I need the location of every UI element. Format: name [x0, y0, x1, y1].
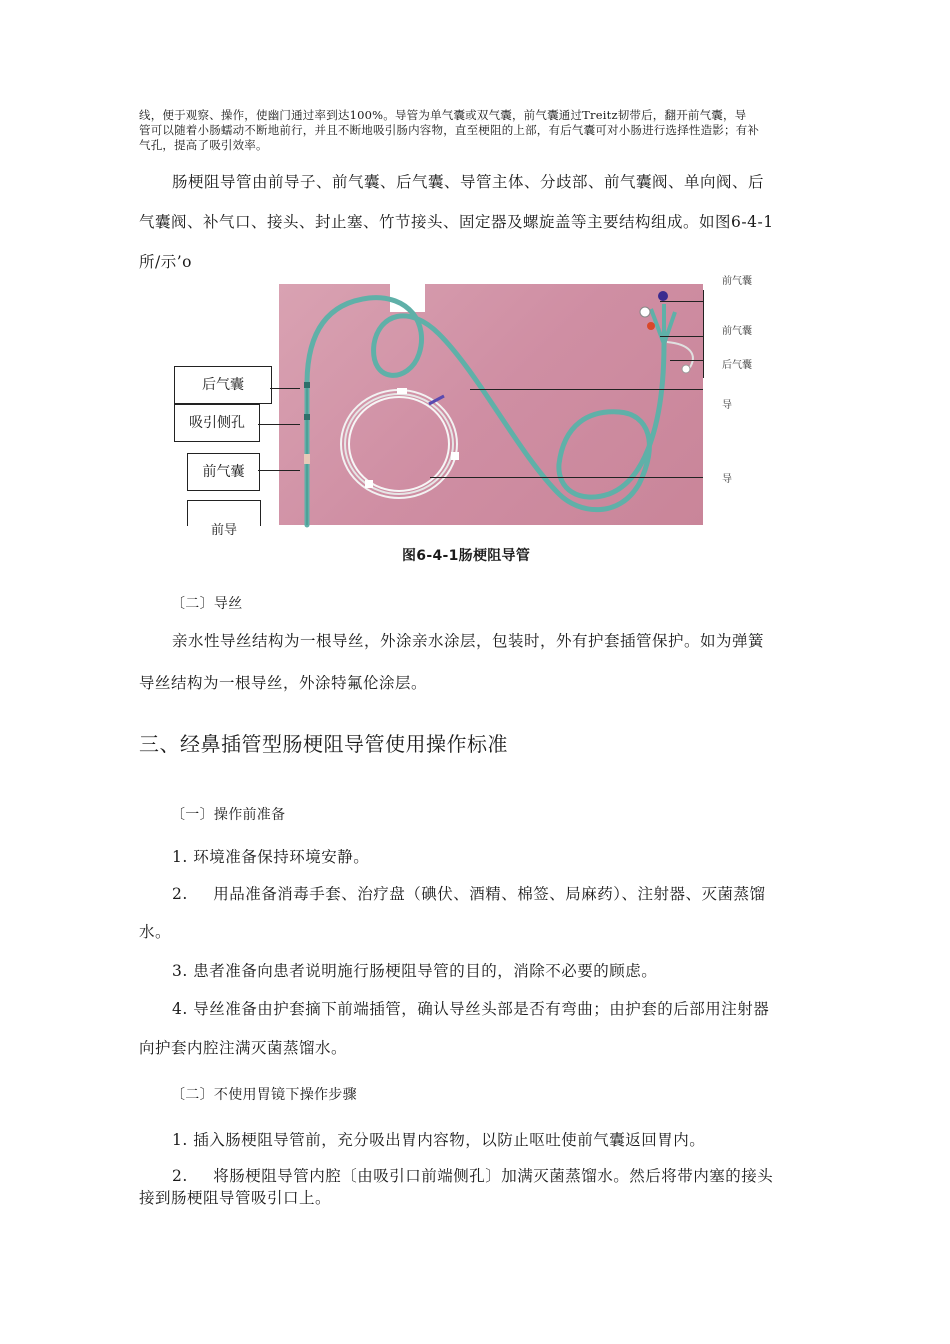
chapter-heading: 三、经鼻插管型肠梗阻导管使用操作标准: [139, 732, 508, 756]
item-text: 导丝准备由护套摘下前端插管，确认导丝头部是否有弯曲；由护套的后部用注射器: [193, 1000, 770, 1018]
figure-label-front-guide: [187, 500, 261, 538]
list-item: [172, 882, 766, 904]
leader-line: [258, 470, 300, 471]
leader-line: [670, 360, 703, 361]
list-item: [172, 997, 769, 1019]
text-line: 亲水性导丝结构为一根导丝，外涂亲水涂层，包装时，外有护套插管保护。如为弹簧: [172, 632, 765, 650]
item-number: 2.: [172, 885, 188, 903]
item-number: 4.: [172, 1000, 188, 1018]
item-continuation: 向护套内腔注满灭菌蒸馏水。: [139, 1039, 348, 1057]
text-line: 线，便于观察、操作，使幽门通过率到达100%。导管为单气囊或双气囊，前气囊通过Treitz韧带后，翻开前气囊，导: [139, 108, 747, 122]
leader-line: [703, 290, 704, 378]
structure-paragraph: [139, 162, 829, 282]
leader-line: [660, 301, 703, 302]
item-number: 1.: [172, 1131, 188, 1149]
figure-label-front-balloon: 前气囊: [187, 453, 260, 491]
section-heading: 〔二〕不使用胃镜下操作步骤: [171, 1087, 357, 1103]
figure-label-rear-balloon: 后气囊: [174, 366, 272, 404]
leader-line: [660, 336, 703, 337]
leader-line: [430, 477, 703, 478]
catheter-drawing: [279, 284, 703, 525]
intro-paragraph: [139, 108, 819, 153]
list-item: [172, 845, 369, 867]
item-text: 插入肠梗阻导管前，充分吸出胃内容物，以防止呕吐使前气囊返回胃内。: [193, 1131, 706, 1149]
figure-label-right: 导: [722, 400, 732, 411]
item-text: 用品准备消毒手套、治疗盘（碘伏、酒精、棉签、局麻药）、注射器、灭菌蒸馏: [213, 885, 766, 903]
guidewire-paragraph: [139, 620, 829, 704]
section-heading: 〔一〕操作前准备: [171, 807, 286, 823]
figure-label-right: 导: [722, 474, 732, 485]
text-line: 气囊阀、补气口、接头、封止塞、竹节接头、固定器及螺旋盖等主要结构组成。如图6-4-1: [139, 213, 774, 231]
figure-label-right: 后气囊: [722, 360, 752, 371]
text-line: 导丝结构为一根导丝，外涂特氟伦涂层。: [139, 674, 428, 692]
leader-line: [258, 424, 300, 425]
catheter-photo: [279, 284, 703, 525]
item-number: 2.: [172, 1167, 188, 1185]
list-item: [172, 959, 657, 981]
leader-line: [470, 389, 703, 390]
text-line: 气孔，提高了吸引效率。: [139, 138, 268, 152]
figure-label-suction-hole: 吸引侧孔: [174, 404, 260, 442]
item-continuation: 接到肠梗阻导管吸引口上。: [139, 1189, 332, 1207]
text-line: 管可以随着小肠蠕动不断地前行，并且不断地吸引肠内容物，直至梗阻的上部，有后气囊可对小肠进行选择性造影；有补: [139, 123, 760, 137]
list-item: [172, 1128, 705, 1150]
figure-caption: 图6-4-1肠梗阻导管: [402, 548, 531, 564]
leader-line: [270, 388, 300, 389]
figure-label-right: 前气囊: [722, 276, 752, 287]
item-number: 3.: [172, 962, 188, 980]
text-line: 所/示’o: [139, 253, 192, 271]
item-text: 患者准备向患者说明施行肠梗阻导管的目的，消除不必要的顾虑。: [193, 962, 658, 980]
figure-label-right: 前气囊: [722, 326, 752, 337]
text-line: 肠梗阻导管由前导子、前气囊、后气囊、导管主体、分歧部、前气囊阀、单向阀、后: [172, 173, 765, 191]
item-text: 环境准备保持环境安静。: [193, 848, 370, 866]
item-continuation: 水。: [139, 923, 172, 941]
item-text: 将肠梗阻导管内腔〔由吸引口前端侧孔〕加满灭菌蒸馏水。然后将带内塞的接头: [213, 1167, 774, 1185]
section-heading: 〔二〕导丝: [171, 596, 243, 612]
figure-label-text: 前导: [210, 523, 237, 538]
list-item: [172, 1164, 773, 1186]
item-number: 1.: [172, 848, 188, 866]
